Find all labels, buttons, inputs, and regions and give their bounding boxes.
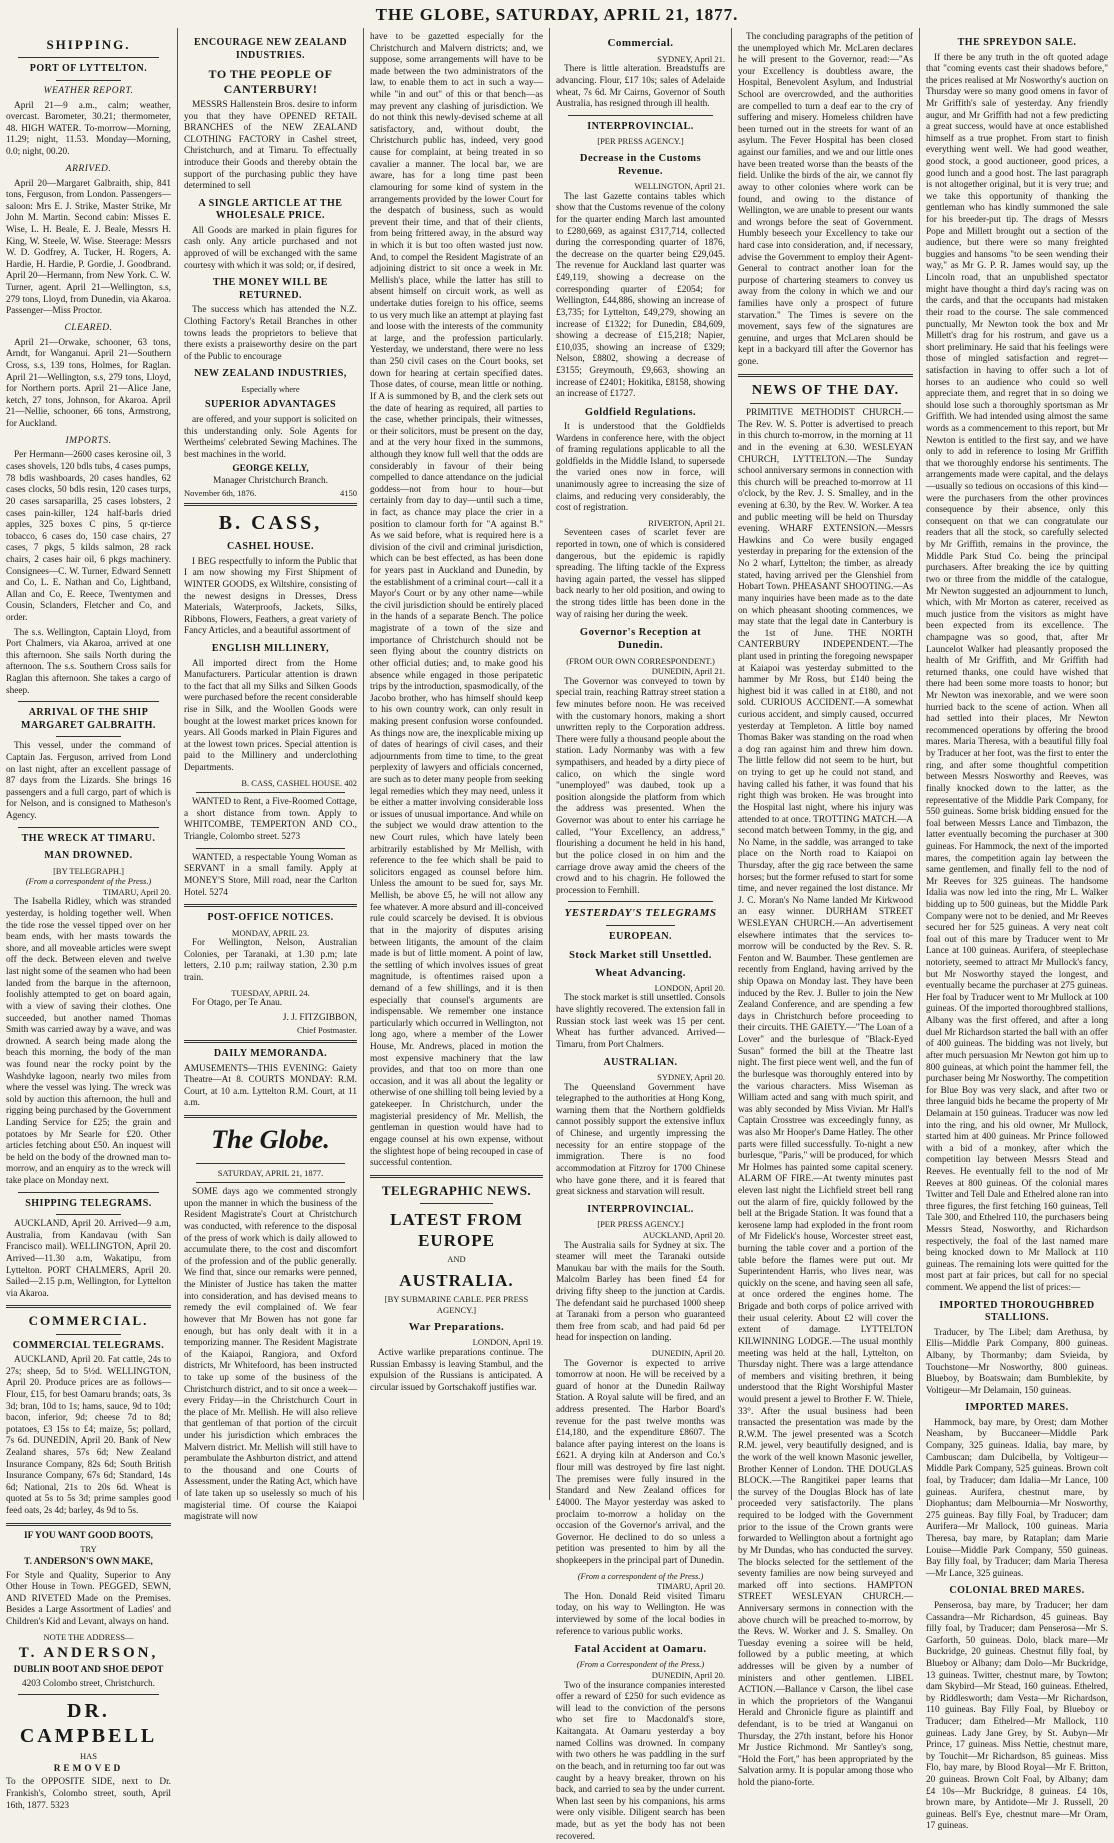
customs-heading: Decrease in the Customs Revenue. (579, 152, 702, 178)
post-tuesday-text: For Otago, per Te Anau. (192, 998, 283, 1009)
wreck-correspondent: (From a correspondent of the Press.) (25, 876, 152, 887)
shipping-telegrams-heading: SHIPPING TELEGRAMS. (25, 1197, 152, 1209)
wreck-dateline: TIMARU, April 20. (103, 886, 171, 897)
masthead-title: THE GLOBE, SATURDAY, APRIL 21, 1877. (375, 5, 739, 24)
globe-date: SATURDAY, APRIL 21, 1877. (217, 1167, 324, 1178)
news-of-the-day-heading: NEWS OF THE DAY. (751, 382, 900, 398)
newspaper-columns (0, 28, 1114, 1842)
kelly-date: November 6th, 1876. (184, 487, 257, 498)
riverton-text: Seventeen cases of scarlet fever are reported in town, one of which is considered dangerous, but the epidemic is rapidly spreading. The lifting tackle of the Express having again parted, the vessel has slipped back nearly to her old position, and owing to the strong tides little has been done in the way of raising her during the week. (556, 528, 725, 620)
port-heading: PORT OF LYTTELTON. (29, 63, 148, 75)
australian-dateline: SYDNEY, April 20. (657, 1072, 725, 1083)
single-article-heading: A SINGLE ARTICLE AT THE WHOLESALE PRICE. (198, 197, 343, 222)
auckland-dateline: AUCKLAND, April 20. (642, 1229, 725, 1240)
australia-heading: AUSTRALIA. (399, 1271, 514, 1291)
shipping-telegrams-text: AUCKLAND, April 20. Arrived—9 a.m, Australia, from Kandavau (with San Francisco mail). WELLINGTON, April 20. Arrived—11.30 a.m, Wakatipu, from Lyttelton. PORT CHALMERS, April 20. Sailed—2.15 p.m, Wellington, for Lyttelton via Akaroa. (6, 1219, 171, 1299)
divider (196, 1163, 345, 1164)
boots-address-name: T. ANDERSON, (18, 1645, 159, 1662)
spreydon-text: If there be any truth in the oft quoted adage that "coming events cast their shadows before," the prices realised at Mr Nosworthy's auction on Thursday were so many good omens in favor of Mr Griffith's sale of yesterday. Any friendly augur, and Mr Griffith had not a few predicting a great success, would have at once established himself as a true prophet. From start to finish everything went well. We had good weather, good stock, a good auctioneer, good prices, a good lunch and a good host. The last paragraph is not altogether original, but it is very true; and we take this opportunity of thanking the gentleman who has kindly summoned the sale for his breeder-put tip. The drags of Messrs Pope and Millett brought out a section of the audience, but there were so many freighted buggies and hansoms "to be seen wending their way," as Mr G. P. R. James would say, up the Lincoln road, that an unpublished spectator might have thought a third day's racing was on the cards, and that the occupants had mistaken their road to the course. The sale commenced punctually, Mr Newton took the box and Mr Millett's drag for his rostrum, and gave us a short preliminary. He said that his feelings were those of mingled satisfaction and regret—satisfaction in having to offer such a lot of horses to an audience who could so well appreciate them, and regret that in so doing we should lose such a thoroughly sportsman as Mr Griffith. We had intended using almost the same words as a commencement to this report, but Mr Newton is entitled to the first say, and we have only to add in reference to losing Mr Griffith that we thoroughly endorse his sentiments. The arrangements made were capital, and the delays—usually so tedious on occasions of this kind—were the purchasers from the other provinces consequence by their absence, only this consequent on that we can congratulate our readers that all the stock, so carefully selected by Mr Griffith, remains in the province, the Middle Park Stud Co. being the principal purchasers. After breaking the ice by quitting two or three from the middle of the catalogue, Mr Newton suggested an adjournment to lunch, which, with Mr Morton as caterer, received as much justice from the visitors as might have been expected from its excellence. The champagne was so good, that, after Mr Launcelot Walker had pleasantly proposed the health of Mr Griffith, and Mr Griffith had returned thanks, one could have wished that there had been some more toasts to honor; but Mr Newton was inexorable, and we were soon hurried back to the scene of action. When all had settled into their places, Mr Newton recommenced operations by offering the brood mares. Maria Theresa, with a beautiful filly foal by Traducer at her foot, was the first to enter the ring, and after some thoughtful competition between Messrs Nosworthy and Reeves, was finally knocked down to the latter, as the representative of the Middle Park Company, for 550 guineas. Some brisk bidding ensued for the foal between Messrs Lance and Timbazon, the latter eventually becoming the purchaser at 300 guineas. For Hammock, the next of the imported mares, the competition again lay between the same gentlemen, and finally fell to the nod of Mr Reeves for 325 guineas. The handsome Idalia was now led into the ring, Mr L. Walker bidding up to 500 guineas, but the Middle Park Company were not to be denied, and Mr Reeves secured her for 525 guineas. A very neat colt foal out of this mare by Traducer went to Mr Lance at 100 guineas. Auriferа, of steeplechase notoriety, seemed to attract Mr Mullock's fancy, but Mr Nosworthy stayed the longest, and eventually became the purchaser at 275 guineas. Her foal by Traducer went to Mr Mullock at 100 guineas. Of the imported thoroughbred stallions, Albany was the first offered, and after a long duel Mr Richardson started the ball with an offer of 400 guineas. The bidding was not lively, but after much persuasion Mr Newton got him up to 800 guineas, at which point the hammer fell, the purchaser being Mr Nosworthy. The competition for Blue Boy was very slack, and after two or three languid bids he became the property of Mr Delamain at 150 guineas. Traducer was now led into the ring, and his old owner, Mr Mullock, started him at 400 guineas. Mr Prince followed with a bid of a monkey, after which the competition lay between Messrs Stead and Reeves. He eventually fell to the nod of Mr Reeves at 800 guineas. Of the colonial mares Twitter and Tell Dale and Ethelred alone ran into three figures, the first fetching 160 guineas, Tell Tale 300, and Ethelred 110, the purchasers being Messrs Stead, Nosworthy, and Richardson respectively, the foal of the last named mare being knocked down to Mr Mallock at 110 guineas. The remaining lots were quitted for the most part at fair prices, but call for no special comment. We append the list of prices:— (926, 52, 1108, 1294)
dunedin-dateline: DUNEDIN, April 20. (651, 1347, 725, 1358)
divider (18, 827, 159, 828)
post-monday-text: For Wellington, Nelson, Australian Colonies, per Taranaki, at 1.30 p.m; late letters, 2.10 p.m; railway station, 2.30 p.m train. (184, 938, 357, 984)
unemployed-petition-text: The concluding paragraphs of the petition of the unemployed which Mr. McLaren declares he will present to the Governor, read:—"As your Excellency is doubtless aware, the Hospital, Benevolent Asylum, and Industrial School are overcrowded, and the authorities are compelled to turn a deaf ear to the cry of suffering and misery. Homeless children have been turned out in the streets for want of an asylum. The Fever Hospital has been closed against our families, and we and our little ones have been treated worse than the beasts of the field. Unlike the birds of the air, we cannot fly away to other colonies where work can be found, and owing to the distance of Wellington, we are unable to present our wants and wrongs before the seat of Government. Humbly beseech your Excellency to take our hard case into consideration, and, if necessary, advise the Government to employ their Agent-General to contract another loan for the purpose of chartering steamers to convey us away from the colony in which we and our families have only a prospect of future starvation." The Times is severe on the movement, says few of the signatures are genuine, and urges that McLaren should be kept in a backyard till after the Governor has gone. (738, 32, 913, 368)
interprovincial-2-heading: INTERPROVINCIAL. (587, 1203, 694, 1215)
press-agency-note-2: [PER PRESS AGENCY.] (597, 1219, 684, 1230)
commercial-sydney-heading: Commercial. (607, 37, 674, 49)
commercial-sydney-text: There is little alteration. Breadstuffs are advancing. Flour, £17 10s; sales of Adelaide wheat, 7s 6d. Mr Cairns, Governor of South Australia, has resigned through ill health. (556, 64, 725, 110)
mares-heading: IMPORTED MARES. (965, 1402, 1069, 1414)
telegraphic-heading: TELEGRAPHIC NEWS. (381, 1182, 532, 1198)
editorial-text: SOME days ago we commented strongly upon the manner in which the business of the Resident Magistrate's Court at Christchurch was conducted, with reference to the disposal of the press of work which is daily allowed to accumulate there, to the cost and discomfort of the profession and of the public generally. We find that, since our remarks were penned, the Minister of Justice has taken the matter into consideration, and has devised means to remedy the evil complained of. We fear however that Mr Bowen has not gone far enough, but has only dealt with it in a temporizing manner. The Resident Magistrate of the Kaiapoi, Rangiora, and Oxford districts, Mr Whitefoord, has been instructed to take up some of the business of the Christchurch district, and to sit once a week—every Friday—in the Christchurch Court in the place of Mr. Mellish. He will also relieve that gentleman of that portion of the circuit under his jurisdiction which embraces the Malvern district. Mr. Mellish will still have to perambulate the Ashburton district, and attend to the thousand and one Courts of Assessment, under the Rating Act, which have of late taken up so uselessly so much of his magisterial time. Of course the Kaiapoi magistrate will now (184, 1187, 357, 1523)
war-dateline: LONDON, April 19. (472, 1337, 543, 1348)
latest-and: AND (447, 1254, 466, 1265)
doctor-text: To the OPPOSITE SIDE, next to Dr. Frankish's, Colombo street, south, April 16th, 1877. 5323 (6, 1777, 171, 1811)
divider (606, 925, 675, 926)
kelly-role: Manager Christchurch Branch. (213, 476, 328, 487)
divider (184, 503, 357, 506)
spreydon-heading: THE SPREYDON SALE. (957, 37, 1077, 48)
stallions-heading: IMPORTED THOROUGHBRED STALLIONS. (939, 1299, 1095, 1324)
commercial-telegrams-heading: COMMERCIAL TELEGRAMS. (12, 1339, 165, 1351)
divider (56, 1334, 121, 1335)
doctor-removed: REMOVED (53, 1763, 124, 1774)
customs-dateline: WELLINGTON, April 21. (634, 181, 725, 192)
cass-heading: B. CASS, (218, 512, 323, 535)
column-2 (178, 28, 364, 1523)
colonial-mares-heading: COLONIAL BRED MARES. (949, 1585, 1085, 1597)
divider (18, 1694, 159, 1695)
fatal-dateline: DUNEDIN, April 20. (651, 1670, 725, 1681)
divider (568, 901, 713, 902)
people-heading: TO THE PEOPLE OF CANTERBURY! (208, 67, 333, 96)
kelly-number: 4150 (340, 487, 357, 498)
divider (18, 57, 159, 58)
cleared-heading: CLEARED. (64, 322, 113, 333)
divider (6, 1523, 171, 1526)
wanted-servant-text: WANTED, a respectable Young Woman as SERVANT in a small family. Apply at MONEY'S Store, Mill road, near the Carlton Hotel. 5274 (184, 852, 357, 898)
wheat-heading: Wheat Advancing. (595, 967, 686, 979)
goldfield-heading: Goldfield Regulations. (584, 406, 697, 418)
boots-try: TRY (80, 1544, 97, 1555)
memoranda-heading: DAILY MEMORANDA. (213, 1048, 328, 1060)
fatal-correspondent: (From a Correspondent of the Press.) (576, 1659, 705, 1670)
column-4 (550, 28, 732, 1842)
post-signature: J. J. FITZGIBBON, (282, 1012, 357, 1023)
australian-heading: AUSTRALIAN. (603, 1056, 678, 1068)
press-agency-note: [PER PRESS AGENCY.] (597, 136, 684, 147)
column-5 (732, 28, 920, 1789)
yesterday-heading: YESTERDAY'S TELEGRAMS (564, 907, 717, 920)
divider (56, 1214, 121, 1215)
kelly-name: GEORGE KELLY, (232, 464, 309, 475)
boots-name: T. ANDERSON'S OWN MAKE, (24, 1556, 153, 1567)
column-1 (0, 28, 178, 1811)
divider (196, 1182, 345, 1183)
arrival-text: This vessel, under the command of Captain Jas. Ferguson, arrived from Lond on last night, after an excellent passage of 87 days from the Lizards. She brings 16 passengers and a full cargo, part of which is for Nelson, and is consigned to Matheson's Agency. (6, 741, 171, 821)
governor-heading: Governor's Reception at Dunedin. (579, 627, 702, 652)
money-returned-text: The success which has attended the N.Z. Clothing Factory's Retail Branches in other towns leads the proprietors to believe that there exists a praiseworthy desire on the part of the Public to encourage (184, 305, 357, 362)
imports-text: Per Hermann—2600 cases kerosine oil, 3 cases shovels, 120 bdls tubs, 4 cases pumps, 78 bdls washboards, 20 cases handles, 62 cases clocks, 50 bdls resin, 120 cases turps, 20 cases sarsaparilla, 25 cases lobsters, 2 cases pain-killer, 124 half-barls dried apples, 325 boxes C pins, 5 qr-tierce tobacco, 6 cases do, 150 case chairs, 27 cases, 7 pkgs, 5 kilds salmon, 28 rack chairs, 2 cases hair oil, 6 pkgs machinery. Consignees—C. W. Turner, Edward Sennett and Co, L. E. Nathan and Co, Lightband, Allan and Co, E. Reece, Twentymen and Cousin, Sclanders, Fletcher and Co, and order. (6, 450, 171, 624)
divider (568, 115, 713, 116)
riverton-dateline: RIVERTON, April 21. (648, 517, 725, 528)
divider (738, 374, 913, 377)
nz-industries-heading: NEW ZEALAND INDUSTRIES, (194, 368, 347, 380)
timaru-dateline: TIMARU, April 20. (657, 1581, 725, 1592)
news-of-the-day-text: PRIMITIVE METHODIST CHURCH.—The Rev. W. S. Potter is advertised to preach in this church to-morrow, in the morning at 11 and in the evening at 6.30. WESLEYAN CHURCH, LYTTELTON.—The Sunday school anniversary sermons in connection with this church will be preached to-morrow at 11 o'clock, by the Rev. J. S. Smalley, and in the evening at 6.30, by the Rev. W. Worker. A tea and public meeting will be held on Thursday evening. WHARF EXTENSION.—Messrs Hawkins and Co were busily engaged yesterday in preparing for the extension of the No 2 wharf, Lyttelton; the timber, as already stated, having arrived per the Glenshiel from Hobart Town. PHEASANT SHOOTING.—As many inquiries have been made as to the date on which pheasant shooting commences, we may state that the legal date in Canterbury is the 1st of June. THE NORTH CANTERBURY INDEPENDENT.—The plant used in printing the foregoing newspaper at Kaiapoi was yesterday submitted to the hammer by Mr Ross, but £140 being the highest bid it was called in at £180, and not sold. CURIOUS ACCIDENT.—A somewhat curious accident, and simply caused, occurred yesterday at Templeton. A little boy named Thomas Baker was standing on the road when a dog ran against him and threw him down. The little fellow did not seem to be hurt, but on trying to get up he could not stand, and having called his father, it was found that his right thigh was broken. He was brought into the Hospital last night, where his injury was attended to at once. TROTTING MATCH.—A second match between Tommy, in the gig, and No Name, in the saddle, was arranged to take place on the North road to Kaiapoi on Thursday, after the gig race between the same horses; but the former refused to start for some time, and never regained the lost distance. Mr J. C. Moran's No Name landed Mr Kirkwood an easy winner. DURHAM STREET WESLEYAN CHURCH.—An advertisement elsewhere intimates that the services to-morrow will be conducted by the Rev. S. R. Fenton and W. Baumber. These gentlemen are recently from England, having arrived by the ship Opawa on Monday last. They have been induced by the Rev. J. Buller to join the New Zealand Conference, and are spending a few days in Christchurch before proceeding to their circuits. THE GAIETY.—"The Loan of a Lover" and the burlesque of "Black-Eyed Susan" formed the bill at the Theatre last night. The first piece went well, and the fun of the burlesque was thoroughly entered into by the various characters. Miss Wiseman as William acted and sang with much spirit, and was ably seconded by Miss Vivian. Mr Hall's Captain Crosstree was exceedingly funny, as was also Mr Hooper's Dame Hatley. The other parts were filled successfully. To-night a new burlesque, "Paris," will be produced, for which Mr Holmes has painted some capital scenery. ALARM OF FIRE.—At twenty minutes past eleven last night the Lichfield street bell rang out the alarm of fire, quickly followed by the bell at the Brigade Station. It was found that a kerosene lamp had exploded in the front room of Mr Fidelick's house, Worcester street east, burning the table cover and a portion of the table before the flames were put out. Mr Superintendent Harris, who lives near, was quickly on the scene, and having seen all safe, at once ordered the engines home. The Brigade and both corps of police arrived with their usual celerity. About £2 will cover the extent of damage. LYTTELTON KILWINNING LODGE.—The usual monthly meeting was held at the hall, Lyttelton, on Thursday night. There was a large attendance of members and visiting brethren, it being understood that the Right Worshipful Master would present a jewel to Brother F. W. Thiele, 33°. After the usual business had been transacted the presentation was made by the R.W.M. The jewel presented was a Scotch R.M. jewel, very beautifully designed, and is the work of the well known Masonic jeweller, Brother Kenner of London. THE DOUGLAS BLOCK.—The Rangitikei paper learns that the survey of the Douglas Block has of late proceeded very satisfactorily. The plans required to be lodged with the Government prior to the issue of the Crown grants were forwarded to Wellington about a fortnight ago by Mr Dundas, who has conducted the survey. The blocks selected for the settlement of the seventy families are now being surveyed and marked off into sections. HAMPTON STREET WESLEYAN CHURCH.—Anniversary sermons in connection with the above church will be preached to-morrow, by the Revs. W. Worker and J. S. Smalley. On Tuesday evening a soiree will be held, followed by a public meeting, at which addresses will be given by a number of ministers and other gentlemen. LIBEL ACTION.—Ballance v Carson, the libel case in which the proprietors of the Wanganui Herald and Chronicle figure as plaintiff and defendant, is to be tried at Wanganui on Thursday, the 27th instant, before his Honor Mr Justice Richmond. Mr Santley's song, "Hold the Fort," has been appropriated by the Salvation army. It is popular among those who hold the piano-forte. (738, 408, 913, 1789)
masthead (0, 0, 1114, 30)
column-3 (364, 28, 550, 1500)
sailing-text: The s.s. Wellington, Captain Lloyd, from Port Chalmers, via Akaroa, arrived at one this afternoon. She sails North during the afternoon. The s.s. Southern Cross sails for Raglan this afternoon. She takes a cargo of sheep. (6, 627, 171, 696)
post-role: Chief Postmaster. (297, 1024, 357, 1035)
cass-signature: B. CASS, CASHEL HOUSE. 402 (241, 777, 357, 788)
superior-heading: SUPERIOR ADVANTAGES (204, 399, 337, 411)
arrived-heading: ARRIVED. (65, 163, 112, 174)
divider (56, 80, 121, 81)
divider (184, 904, 357, 907)
boots-address-line: DUBLIN BOOT AND SHOE DEPOT (13, 1664, 164, 1675)
stallions-text: Traducer, by The Libel; dam Arethusa, by Ellis—Middle Park Company, 800 guineas. Albany, by Thormanby; dam Svieida, by Touchstone—Mr Nosworthy, 800 guineas. Blueboy, by Boatswain; dam Bumblekite, by Voltigeur—Mr Delamain, 150 guineas. (926, 1327, 1108, 1396)
war-heading: War Preparations. (408, 1320, 505, 1333)
industries-text: MESSRS Hallenstein Bros. desire to inform you that they have OPENED RETAIL BRANCHES of the NEW ZEALAND CLOTHING FACTORY in Cashel street, Christchurch, and at Timaru. To effectually introduce their Goods and thereby obtain the support of the purchasing public they have determined to sell (184, 100, 357, 192)
shipping-heading: SHIPPING. (46, 37, 131, 52)
editorial-continued: have to be gazetted especially for the Christchurch and Malvern districts; and, we suppose, some arrangements will have to be made between the two administrators of the law, to enable them to act in such a way—while "in and out" of this or that bench—as may prevent any clashing of jurisdiction. We do not think this newly-devised scheme at all satisfactory, and, without doubt, the Christchurch public has, indeed, very good cause for complaint, at being treated in so cavalier a manner. The local bar, we are aware, has for a long time past been clamouring for some kind of system in the arrangements provided by the lower Court for the despatch of business, such as would prevent their time, and that of their clients, from being frittered away, in the absurd way in which it is but too often wasted just now. And, to compel the Resident Magistrate of an adjoining district to sit once a week in Mr. Mellish's place, while the latter has still to absent himself on circuit work, as well as undertake duties foreign to his office, seems to us very much like an attempt at playing fast and loose with the interests of the community at large, and the profession particularly. Yesterday, we understand, there were no less than 250 civil cases on the Court books, set down for hearing at certain specified dates. Those dates, of course, mean little or nothing. If A is summoned by B, and the clerk sets out the date of hearing as required, all parties to the case, whether principals, their witnesses, or their solicitors, must be present on the day, and at the very hour fixed in the summons, although they know full well that the odds are considerably in favour of their being compelled to dance attendance on the judicial goddess—not from hour to hour—but certainly from day to day—until such a time, in fact, as chance may place the crier in a position to clamour forth for "A against B." As we said before, what is required here is a division of the civil and criminal jurisdiction, which can be best effected, as has been done for years past in Auckland and Dunedin, by the establishment of a criminal court—call it a Mayor's Court or by any other name—while the civil jurisdiction should be entirely placed in the hands of a separate Bench. The police magistrate of a town of the size and importance of Christchurch should not be seen flying about the country districts on other official duties; and, to make good his absence while engaged in those peripatetic trips by the introduction, spasmodically, of the Jacobo brother, who has himself should keep to his own country work, can only result in making present confusion worse confounded. As things now are, the inexplicable mixing up of dates of hearings of civil cases, and their adjournments from time to time, to the great perplexity of lawyers and officials concerned, are such as to deter many people from seeking legal remedies which they may need, unless it be either a matter involving considerable loss or issues of unusual importance. And while on the subject we would draw attention to the new Court rules, which have lately been arbitrarily established by Mr Mellish, with reference to the fee which shall be paid to solicitors engaged as counsel before him. Unless the amount to be sued for, says Mr. Mellish, be above £5, he will not allow any fee whatever. A more absurd and ill-conceived rule could scarcely be devised. It is obvious that in the majority of disputes arising between litigants, the amount of the claim made is but of little moment. A point of law, the settling of which involves issues of great magnitude, is oftentimes raised upon a demand of a few shillings, and it is then especially that counsel's arguments are indispensable. We remember one instance particularly which occurred in Wellington, not long ago, where a member of the Lower House, Mr. Andrews, placed in motion the most expensive machinery that the law provides, and that too on more than one occasion, and it was all about the legality or otherwise of one shilling toll being levied by a gatekeeper. In Christchurch, under the magisterial presidency of Mr. Mellish, the gentleman in question would have had to engage counsel at his own expense, without the slightest hope of being recouped in case of successful contention. (370, 32, 543, 1169)
industries-heading: ENCOURAGE NEW ZEALAND INDUSTRIES. (193, 37, 348, 61)
millinery-heading: ENGLISH MILLINERY, (211, 643, 330, 655)
arrived-text: April 20—Margaret Galbraith, ship, 841 tons, Ferguson, from London. Passengers—saloon: Mrs E. J. Strike, Master Strike, Mr John M. Martin. Second cabin: Misses E. Wise, L. H. Beale, E. J. Beale, Messrs H. King, W. Steele, W. Wise. Steerage: Messrs W. D. Godfrey, A. Tucker, H. Rogers, A. Hardie, H. Hardie, P. Gordie, J. Goodbrand. April 20—Hermann, from New York. C. W. Turner, agent. April 21—Wellington, s.s, 279 tons, Lloyd, from Dunedin, via Akaroa. Passenger—Miss Proctor. (6, 178, 171, 317)
post-office-heading: POST-OFFICE NOTICES. (207, 912, 334, 924)
cable-note: [BY SUBMARINE CABLE. PER PRESS AGENCY.] (384, 1294, 529, 1315)
weather-text: April 21—9 a.m., calm; weather, overcast. Barometer, 30.21; thermometer, 48. HIGH WATER. To-morrow—Morning, 11.29; night, 11.53. Monday—Morning, 0.0; night, 00.20. (6, 100, 171, 158)
single-article-text: All Goods are marked in plain figures for cash only. Any article purchased and not approved of will be exchanged with the same courtesy with which it was sold; or, if desired, (184, 225, 357, 271)
cleared-text: April 21—Orwake, schooner, 63 tons, Arndt, for Wanganui. April 21—Southern Cross, s.s, 139 tons, Holmes, for Raglan. April 21—Wellington, s.s, 279 tons, Lloyd, for Northern ports. April 21—Alice Jane, ketch, 27 tons, Johnson, for Akaroa. April 21—Nellie, schooner, 66 tons, Armstrong, for Auckland. (6, 337, 171, 429)
doctor-name: DR. CAMPBELL (19, 1700, 158, 1748)
money-returned-heading: THE MONEY WILL BE RETURNED. (213, 277, 328, 301)
boots-heading: IF YOU WANT GOOD BOOTS, (24, 1530, 153, 1541)
divider (184, 1040, 357, 1043)
divider (196, 848, 345, 849)
wanted-cottage-text: WANTED to Rent, a Five-Roomed Cottage, a short distance from town. Apply to WHITCOMBE, TEMPERTON AND CO., Triangle, Colombo street. 5273 (184, 797, 357, 843)
auckland-text: The Australia sails for Sydney at six. The steamer will meet the Taranaki outside Manukau bar with the mails for the South. Malcolm Barley has been fined £4 for driving fifty sheep to the junction at Cardis. The defendant said he purchased 1000 sheep at Taranaki from a person who guaranteed them free from scab, and had paid 6d per head for inspection on landing. (556, 1240, 725, 1344)
nz-industries-sub: Especially where (241, 383, 300, 394)
boots-address-street: 4203 Colombo street, Christchurch. (22, 1678, 155, 1689)
war-text: Active warlike preparations continue. The Russian Embassy is leaving Stambul, and the expulsion of the Russians is anticipated. A circular issued by Gortschakoff justifies war. (370, 1347, 543, 1393)
commercial-sydney-dateline: SYDNEY, April 21. (657, 53, 725, 64)
timaru-text: The Hon. Donald Reid visited Timaru today, on his way to Wellington. He was interviewed by some of the local bodies in reference to various public works. (556, 1591, 725, 1637)
weather-heading: WEATHER REPORT. (43, 85, 134, 96)
wreck-text: The Isabella Ridley, which was stranded yesterday, is holding together well. When the tide rose the vessel tipped over on her beam ends, with her masts towards the shore, and all moveable articles were swept off the deck. Between eleven and twelve last night some of the seamen who had been landed from the barque in the afternoon, foolishly attempted to get on board again, with a view of saving their clothes. One succeeded, but another named Thomas Smith was carried away by a wave, and was drowned. A search being made along the beach this morning, the body of the man was found near the rocky point by the Washdyke lagoon, nearly two miles from where the vessel was lying. The wreck was sold by auction this afternoon, the hull and rigging being purchased by the Government Landing Service for £25; the grain and potatoes by Mr Searle for £20. Other articles fetching about £50. An inquest will be held on the body of the drowned man to-morrow, and an enquiry as to the wreck will take place on Monday next. (6, 897, 171, 1187)
divider (370, 1175, 543, 1178)
doctor-has: HAS (79, 1751, 97, 1762)
divider (184, 1115, 357, 1118)
column-6 (920, 28, 1114, 1832)
mares-text: Hammock, bay mare, by Orest; dam Mother Neasham, by Buccaneer—Middle Park Company, 325 guineas. Idalia, bay mare, by Cambuscan; dam Dulcibella, by Voltigeur—Middle Park Company, 525 guineas. Brown colt foal, by Traducer; dam Idalia—Mr Lance, 100 guineas. Auriferа, chestnut mare, by Diophantus; dam Melbournia—Mr Nosworthy, 275 guineas. Bay filly Foal, by Traducer; dam Aurifera—Mr Mallock, 100 guineas. Maria Theresa, bay mare, by Rataplan; dam Marie Louise—Middle Park Company, 550 guineas. Bay filly foal, by Traducer; dam Maria Theresa—Mr Lance, 325 guineas. (926, 1417, 1108, 1579)
governor-dateline: DUNEDIN, April 21. (651, 666, 725, 677)
divider (56, 736, 121, 737)
cass-subheading: CASHEL HOUSE. (226, 541, 315, 553)
wreck-subheading: MAN DROWNED. (44, 850, 133, 862)
boots-note: NOTE THE ADDRESS— (43, 1631, 134, 1642)
arrival-heading: ARRIVAL OF THE SHIP MARGARET GALBRAITH. (21, 707, 156, 731)
wreck-telegraph-note: [BY TELEGRAPH.] (53, 865, 124, 876)
dunedin-text: The Governor is expected to arrive tomorrow at noon. He will be received by a guard of honor at the Dunedin Railway Station. A Royal salute will be fired, and an address presented. The Harbor Board's revenue for the past twelve months was £14,180, and the expenditure £8607. The balance after paying interest on the loans is £621. A drying kiln at Anderson and Co.'s flour mill was destroyed by fire last night. The premises were fully insured in the Standard and New Zealand offices for £4000. The Mayor yesterday was asked to proclaim to-morrow a holiday on the occasion of the Governor's arrival, and the Governor. He declined to do so unless a petition was presented to him by all the shopkeepers in the principal part of Dunedin. (556, 1358, 725, 1566)
memoranda-text: AMUSEMENTS—THIS EVENING: Gaiety Theatre—At 8. COURTS MONDAY: R.M. Court, at 10 a.m. Lyttelton R.M. Court, at 11 a.m. (184, 1063, 357, 1109)
millinery-text: All imported direct from the Home Manufacturers. Particular attention is drawn to the fact that all my Silks and Silken Goods were purchased before the recent considerable rise in Silk, and the Woollen Goods were bought at the lowest market prices known for years. All Goods marked in Plain Figures and at the lowest town prices. Special attention is paid to the Millinery and underclothing Departments. (184, 658, 357, 774)
fatal-accident-text: Two of the insurance companies interested offer a reward of £250 for such evidence as will lead to the conviction of the persons who set fire to Macdonald's store, Kaitangata. At Oamaru yesterday a boy named Collins was drowned. In company with two others he was paddling in the surf on the beach, and in returning too far out was caught by a heavy breaker, thrown on his back, and carried to sea by the under current. When last seen by his companions, his arms were only visible. Diligent search has been made, but as yet the body has not been recovered. (556, 1680, 725, 1842)
governor-text: The Governor was conveyed to town by special train, reaching Rattray street station a few minutes before noon. He was received with the customary honors, making a short unwritten reply to the Corporation address. There were fully a thousand people about the station. Lady Normanby was with a few sympathisers, and headed by a dirty piece of calico, on which the single word "unemployed" was daubed, took up a position alongside the platform from which the address was presented. When the Governor was about to enter his carriage he called, "Your Excellency, an address," flourishing a document he held in his hand, but the police closed in on him and the carriage drove away amid the cheers of the crowd and to his chagrin. He followed the procession to Fernhill. (556, 676, 725, 896)
boots-text: For Style and Quality, Superior to Any Other House in Town. PEGGED, SEWN, AND RIVETED Made on the Premises. Besides a Large Assortment of Ladies' and Children's Kid and Levant, always on hand. (6, 1570, 171, 1627)
divider (6, 1305, 171, 1308)
latest-europe-heading: LATEST FROM EUROPE (390, 1209, 523, 1251)
divider (18, 701, 159, 702)
imports-heading: IMPORTS. (65, 435, 112, 446)
australian-text: The Queensland Government have telegraphed to the authorities at Hong Kong, warning them that the Northern goldfields cannot possibly support the extensive influx of Chinese, and urgently impressing the necessity for an entire stoppage of the immigration. There is no food accommodation at Fitzroy for 1700 Chinese who have gone there, and it is feared that great sickness and starvation will result. (556, 1082, 725, 1198)
wreck-heading: THE WRECK AT TIMARU. (21, 832, 156, 844)
divider (196, 792, 345, 793)
globe-logo: The Globe. (211, 1125, 330, 1155)
commercial-heading: COMMERCIAL. (28, 1313, 149, 1329)
divider (18, 1192, 159, 1193)
governor-sub: (FROM OUR OWN CORRESPONDENT.) (566, 655, 715, 666)
superior-text: are offered, and your support is solicited on this understanding only. Sole Agents for Wertheims' celebrated Sewing Machines. The best machines in the world. (184, 414, 357, 460)
divider (420, 1203, 493, 1204)
cass-text: I BEG respectfully to inform the Public that I am now showing my First Shipment of WINTER GOODS, ex Wiltshire, consisting of the newest designs in Dresses, Dress Materials, Waterproofs, Jackets, Silks, Ribbons, Flowers, Feathers, a great variety of Fancy Articles, and a beautiful assortment of (184, 556, 357, 637)
customs-text: The last Gazette contains tables which show that the Customs revenue of the colony for the quarter ending March last amounted to £280,669, as against £317,714, collected during the corresponding quarter of 1876, the decrease on the quarter being £29,045. The revenue for Auckland last quarter was £49,119, showing a decrease on the corresponding quarter of £2054; for Wellington, £44,886, showing an increase of £3,735; for Lyttelton, £49,279, showing an increase of £1322; for Dunedin, £84,609, showing a decrease of £15,218; Napier, £10,035, showing an increase of £329; Nelson, £8802, showing a decrease of £3155; Greymouth, £9,663, showing an increase of £2401; Hokitika, £8158, showing an increase of £1727. (556, 191, 725, 400)
stock-heading: Stock Market still Unsettled. (569, 949, 712, 961)
wheat-dateline: LONDON, April 20. (654, 982, 725, 993)
commercial-telegrams-text: AUCKLAND, April 20. Fat cattle, 24s to 27s; sheep, 5d to 5½d. WELLINGTON, April 20. Produce prices are as follows—Flour, £15, for best Oamaru brands; oats, 3s 3d; bran, 10d to 1s; hams, sauce, 9d to 10d; bacon, inferior, 9d; cheese 7d to 8d; potatoes, £3 15s to £4; maize, 5s; pollard, 7s 6d. DUNEDIN, April 20. Bank of New Zealand shares, 57s 6d; New Zealand Insurance Company, 82s 6d; South British Insurance Company, 67s 6d; Standard, 14s 6d; National, 21s to 20s 6d. Wheat is quoted at 5s to 5s 3d; prime samples good feed oats, 2s 4d; barley, 4s 9d to 5s. (6, 1355, 171, 1517)
timaru-correspondent: (From a correspondent of the Press.) (577, 1570, 704, 1581)
post-tuesday: TUESDAY, APRIL 24. (231, 987, 310, 998)
interprovincial-heading: INTERPROVINCIAL. (587, 120, 694, 132)
goldfield-text: It is understood that the Goldfields Wardens in conference here, with the object of framing regulations applicable to all the goldfields in the Middle Island, to supersede the varied ones now in force, will unanimously agree to increasing the size of claims, and reducing very considerably, the cost of registration. (556, 421, 725, 514)
european-heading: EUROPEAN. (608, 931, 673, 943)
wheat-text: The stock market is still unsettled. Consols have slightly recovered. The extension fall in Russian stock last week was 15 per cent. Wheat has further advanced. Arrived—Timaru, from Port Chalmers. (556, 993, 725, 1050)
divider (750, 403, 901, 404)
fatal-accident-heading: Fatal Accident at Oamaru. (574, 1644, 707, 1656)
colonial-mares-text: Penserosa, bay mare, by Traducer; her dam Cassandra—Mr Richardson, 45 guineas. Bay filly foal, by Traducer; dam Penserosa—Mr S. Garforth, 50 guineas. Dolo, black mare—Mr Buckridge, 20 guineas. Chestnut filly foal, by Blueboy or Albany; dam Dolo—Mr Buckridge, 13 guineas. Twitter, chestnut mare, by Towton; dam Skybird—Mr Stead, 160 guineas. Ethelred, by Riddlesworth; dam Vesta—Mr Richardson, 110 guineas. Bay Filly Foal, by Blueboy or Traducer; dam Ethelred—Mr Mallock, 110 guineas. Lady Jane Grey, by St. Aubyn—Mr Prince, 17 guineas. Miss Nettie, chestnut mare, by Touchit—Mr Richardson, 85 guineas. Miss Flo, bay mare, by Blood Royal—Mr F. Britton, 20 guineas. Brown Colt Foal, by Albany; dam £4 10s—Mr Buckridge, 8 guineas. £4 10s, brown mare, by Antidote—Mr J. Russell, 20 guineas. Bell's Eye, chestnut mare—Mr Oram, 17 guineas. (926, 1600, 1108, 1832)
post-monday: MONDAY, APRIL 23. (231, 927, 310, 938)
